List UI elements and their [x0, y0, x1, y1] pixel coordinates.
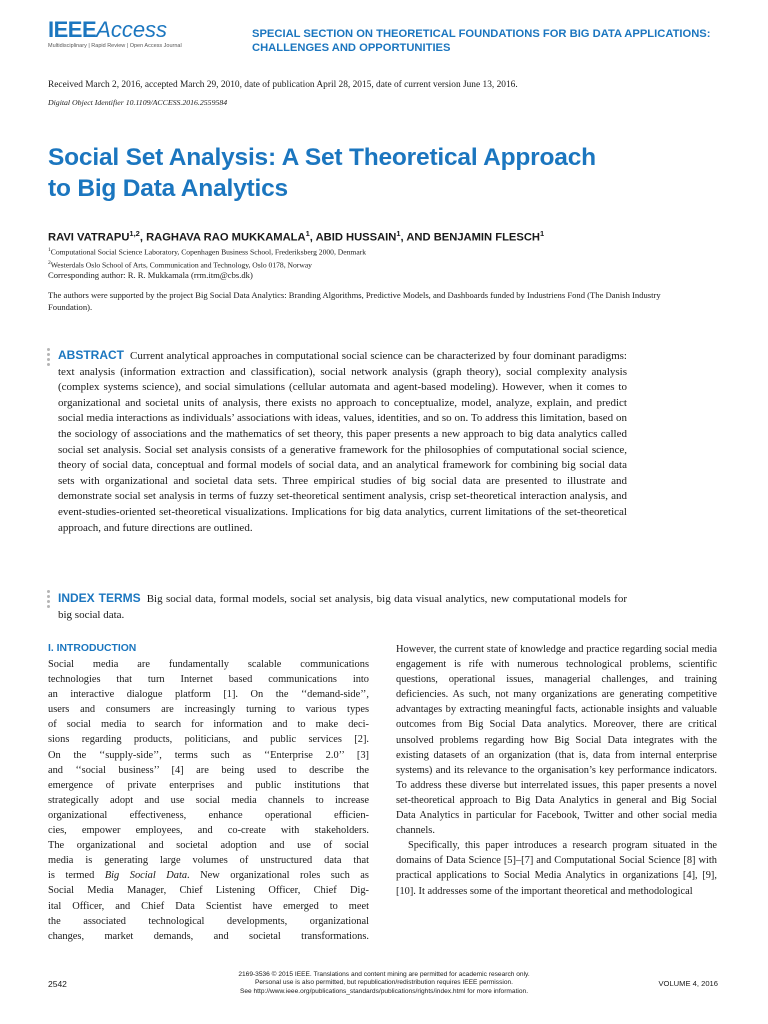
- body-line: an interactive dialogue platform [1]. On the ‘‘demand-side’’,: [48, 689, 369, 701]
- index-terms: [58, 591, 627, 623]
- affiliation-2: $^2$Westerdals Oslo School of Arts, Communication and Technology, Oslo 0178, Norway: [48, 259, 312, 270]
- index-terms-label: INDEX TERMS: [58, 591, 141, 605]
- funding-note: The authors were supported by the project Big Social Data Analytics: Branding Algorithms, Predictive Models, and Dashboards funded by Industriens Fond (The Danish Industry Foundation).: [48, 290, 661, 312]
- body-line: ital Officer, and Chief Data Scientist have emerged to meet: [48, 900, 369, 912]
- volume-label: VOLUME 4, 2016: [658, 979, 718, 988]
- section-heading-introduction: I. INTRODUCTION: [48, 643, 137, 654]
- body-line: the associated technological developments, organizational: [48, 915, 369, 927]
- doi: Digital Object Identifier 10.1109/ACCESS.2016.2559584: [48, 98, 228, 107]
- body-line: Social media are fundamentally scalable communications: [48, 659, 369, 670]
- affiliation-1: $^1$Computational Social Science Laboratory, Copenhagen Business School, Frederiksberg 2000, Denmark: [48, 247, 367, 257]
- logo-tagline: Multidisciplinary | Rapid Review | Open Access Journal: [48, 43, 182, 49]
- body-line: sions regarding products, politicians, and public services [2].: [48, 734, 369, 746]
- paragraph: Specifically, this paper introduces a research program situated in the domains of Data Science [5]–[7] and Computational Social Science [8] with practical applications to Social Media Analytics in organizations [4], [9], [10]. It addresses some of the important theoretical and methodological: [396, 840, 717, 897]
- abstract: [58, 348, 627, 536]
- body-line: and ‘‘social business’’ [4] are being used to describe the: [48, 764, 369, 776]
- body-line: Social Media Manager, Chief Listening Officer, Chief Dig-: [48, 885, 369, 897]
- special-section-heading: SPECIAL SECTION ON THEORETICAL FOUNDATIONS FOR BIG DATA APPLICATIONS: CHALLENGES AND OPPORTUNITIES: [252, 28, 711, 54]
- body-line: cies, empower employees, and co-create with stakeholders.: [48, 825, 369, 837]
- body-line: technologies that turn Internet based communications into: [48, 674, 369, 686]
- column-right: [396, 642, 717, 899]
- page-number: 2542: [48, 979, 67, 989]
- abstract-label: ABSTRACT: [58, 348, 124, 362]
- abstract-marker: [47, 348, 50, 368]
- body-line: organizational effectiveness, enhance operational efficien-: [48, 809, 369, 821]
- body-line: media is generating large volumes of unstructured data that: [48, 855, 369, 867]
- index-terms-marker: [47, 590, 50, 610]
- copyright-notice: 2169-3536 © 2015 IEEE. Translations and content mining are permitted for academic research only. Personal use is also permitted, but republication/redistribution requires IEEE permission. See http://www.ieee.org/publications_standards/publications/rights/index.html for more information.: [238, 971, 530, 995]
- corresponding-author: Corresponding author: R. R. Mukkamala (rrm.itm@cbs.dk): [48, 270, 253, 280]
- journal-logo: [48, 18, 182, 49]
- body-line: changes, market demands, and societal transformations.: [48, 930, 369, 942]
- body-line: is termed Big Social Data. New organizational roles such as: [48, 870, 369, 882]
- author-list: RAVI VATRAPU$^{1,2}$, RAGHAVA RAO MUKKAMALA$^1$, ABID HUSSAIN$^1$, AND BENJAMIN FLESCH$^1$: [48, 229, 545, 244]
- affiliations: [48, 245, 366, 270]
- big-social-data-term: Big Social Data: [104, 870, 188, 882]
- index-terms-text: Big social data, formal models, social set analysis, big data visual analytics, new computational models for big social data.: [58, 593, 627, 621]
- body-line: The organizational and societal adoption and use of social: [48, 840, 369, 852]
- body-line: strategically adopt and use social media channels to increase: [48, 794, 369, 806]
- abstract-text: Current analytical approaches in computational social science can be characterized by four dominant paradigms: text analysis (information extraction and classification), social network analysis (graph theory), social complexity analysis (complex systems science), and social simulations (cellular automata and agent-based modeling). However, when it comes to organizational and societal units of analysis, there exists no approach to conceptualize, model, analyze, explain, and predict social media interactions as individuals’ associations with ideas, values, identities, and so on. To address this limitation, based on the sociology of associations and the mathematics of set theory, this paper presents a new approach to big data analytics called social set analysis. Social set analysis consists of a generative framework for the philosophies of computational social science, theory of social data, conceptual and formal models of social data, and an analytical framework for combining big social data sets with organizational and societal data sets. Three empirical studies of big social data are presented to illustrate and demonstrate social set analysis in terms of fuzzy set-theoretical sentiment analysis, crisp set-theoretical interaction analysis, and event-studies-oriented set-theoretical visualizations. Implications for big data analytics, current limitations of the set-theoretical approach, and future directions are outlined.: [58, 350, 627, 534]
- received-dates: Received March 2, 2016, accepted March 29, 2010, date of publication April 28, 2015, date of current version June 13, 2016.: [48, 80, 518, 90]
- body-line: emergence of private enterprises and public institutions that: [48, 779, 369, 791]
- body-line: of social media to search for information and to make deci-: [48, 719, 369, 731]
- paragraph: However, the current state of knowledge and practice regarding social media engagement is rife with numerous technological problems, scientific questions, operational issues, managerial challenges, and training deficiencies. As such, not many organizations are generating competitive advantages by extracting meaningful facts, actionable insights and valuable outcomes from Big Social Data analytics. Moreover, there are critical unsolved problems regarding how Big Social Data integrates with the existing datasets of an organization (that is, data from internal enterprise systems) and its relevance to the organisation’s key performance indicators. To address these diverse but interrelated issues, this paper presents a novel set-theoretical approach to Big Data Analytics in general and Big Social Data Analytics in particular for Facebook, Twitter and other social media channels.: [396, 644, 717, 837]
- logo-wordmark: IEEEAccess: [48, 17, 168, 42]
- column-left: [48, 657, 369, 944]
- body-line: users and consumers are increasingly turning to various types: [48, 704, 369, 716]
- body-line: On the ‘‘supply-side’’, terms such as ‘‘Enterprise 2.0’’ [3]: [48, 749, 369, 761]
- paper-title: Social Set Analysis: A Set Theoretical Approach to Big Data Analytics: [48, 144, 596, 202]
